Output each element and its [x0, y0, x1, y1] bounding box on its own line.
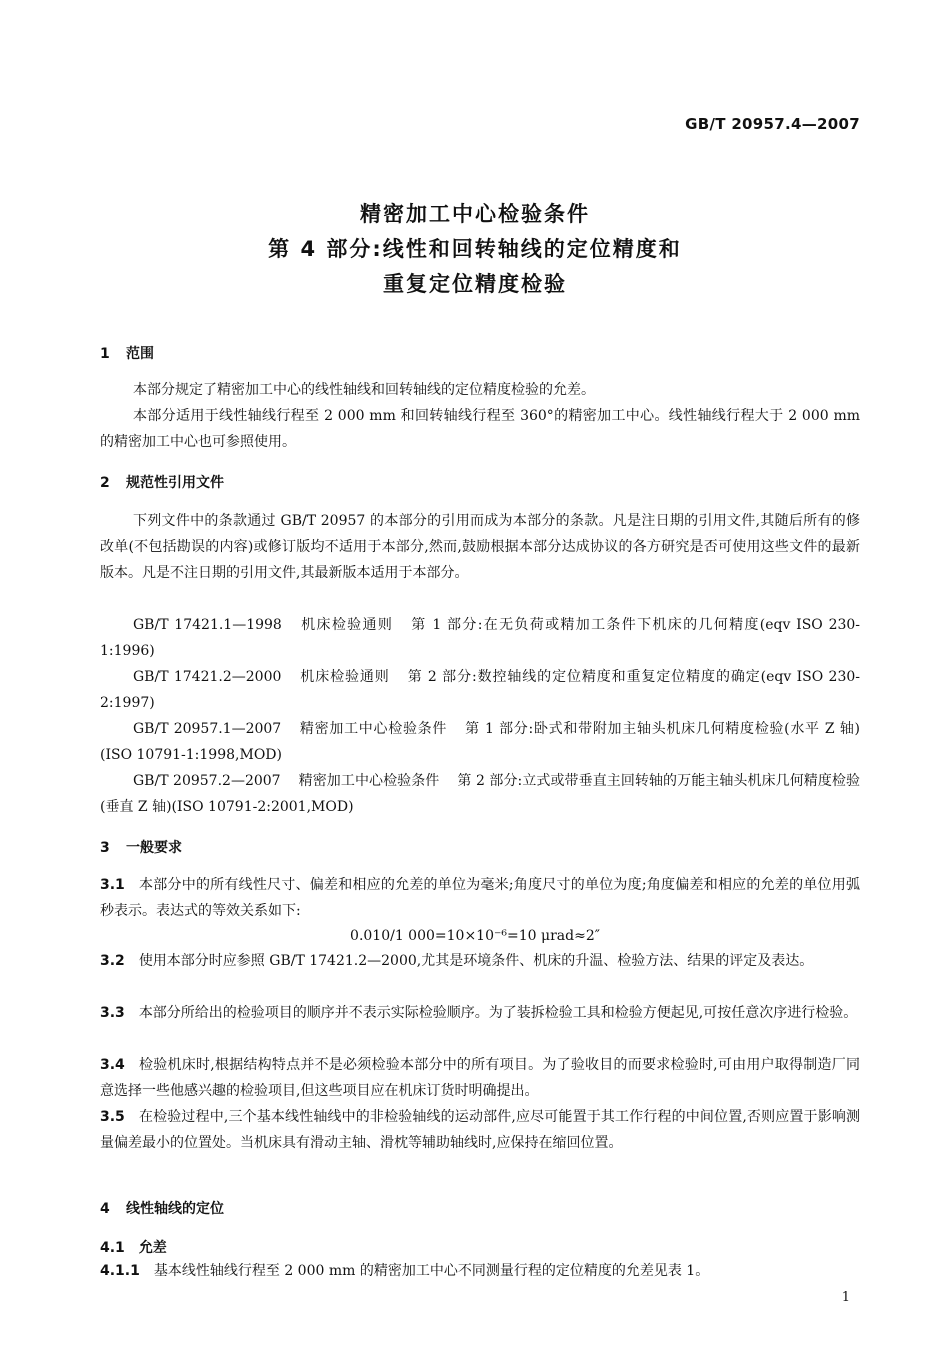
subsection-4-1-heading	[100, 1237, 167, 1257]
equivalence-formula: 0.010/1 000=10×10⁻⁶=10 μrad≈2″	[350, 928, 600, 944]
clause-3-5	[100, 1104, 860, 1156]
clause-text: 在检验过程中,三个基本线性轴线中的非检验轴线的运动部件,应尽可能置于其工作行程的中间位置,否则应置于影响测量偏差最小的位置处。当机床具有滑动主轴、滑枕等辅助轴线时,应保持在缩回位置。	[100, 1109, 860, 1151]
reference-code: GB/T 20957.2—2007	[133, 773, 281, 789]
section-1-para-2: 本部分适用于线性轴线行程至 2 000 mm 和回转轴线行程至 360°的精密加工中心。线性轴线行程大于 2 000 mm 的精密加工中心也可参照使用。	[100, 408, 860, 450]
section-3-heading	[100, 837, 182, 857]
reference-text: 第 1 部分:在无负荷或精加工条件下机床的几何精度(eqv ISO 230-1:1996)	[100, 617, 861, 659]
clause-number: 3.1	[100, 877, 125, 893]
clause-number: 3.4	[100, 1057, 125, 1073]
reference-title: 精密加工中心检验条件	[299, 721, 448, 737]
title-line-1: 精密加工中心检验条件	[360, 202, 590, 226]
clause-number: 3.2	[100, 953, 125, 969]
reference-item	[100, 716, 860, 768]
section-4-heading	[100, 1198, 224, 1218]
clause-number: 4.1.1	[100, 1263, 140, 1279]
clause-text: 检验机床时,根据结构特点并不是必须检验本部分中的所有项目。为了验收目的而要求检验时,可由用户取得制造厂同意选择一些他感兴趣的检验项目,但这些项目应在机床订货时明确提出。	[100, 1057, 860, 1099]
page-number: 1	[841, 1290, 850, 1305]
clause-3-4	[100, 1052, 860, 1104]
section-title: 一般要求	[126, 840, 182, 856]
section-title: 范围	[126, 346, 154, 362]
subsection-title: 允差	[138, 1240, 167, 1256]
clause-number: 3.3	[100, 1005, 125, 1021]
section-number: 1	[100, 346, 110, 362]
reference-title: 精密加工中心检验条件	[298, 773, 440, 789]
reference-code: GB/T 20957.1—2007	[133, 721, 282, 737]
reference-item	[100, 768, 860, 820]
section-title: 线性轴线的定位	[126, 1201, 224, 1217]
section-number: 2	[100, 475, 110, 491]
clause-4-1-1	[100, 1258, 860, 1284]
clause-text: 使用本部分时应参照 GB/T 17421.2—2000,尤其是环境条件、机床的升温、检验方法、结果的评定及表达。	[138, 953, 814, 969]
section-2-heading	[100, 472, 224, 492]
reference-text: 第 2 部分:立式或带垂直主回转轴的万能主轴头机床几何精度检验(垂直 Z 轴)(ISO 10791-2:2001,MOD)	[100, 773, 860, 815]
reference-text: 第 1 部分:卧式和带附加主轴头机床几何精度检验(水平 Z 轴)(ISO 10791-1:1998,MOD)	[100, 721, 861, 763]
reference-code: GB/T 17421.2—2000	[133, 669, 282, 685]
reference-code: GB/T 17421.1—1998	[133, 617, 282, 633]
clause-3-2	[100, 948, 860, 974]
section-title: 规范性引用文件	[126, 475, 224, 491]
clause-number: 3.5	[100, 1109, 125, 1125]
reference-text: 第 2 部分:数控轴线的定位精度和重复定位精度的确定(eqv ISO 230-2:1997)	[100, 669, 861, 711]
standard-code: GB/T 20957.4—2007	[685, 115, 860, 133]
section-number: 4	[100, 1201, 110, 1217]
section-1-heading	[100, 343, 154, 363]
clause-text: 基本线性轴线行程至 2 000 mm 的精密加工中心不同测量行程的定位精度的允差见表 1。	[153, 1263, 710, 1279]
section-number: 3	[100, 840, 110, 856]
clause-text: 本部分中的所有线性尺寸、偏差和相应的允差的单位为毫米;角度尺寸的单位为度;角度偏差和相应的允差的单位用弧秒表示。表达式的等效关系如下:	[100, 877, 860, 919]
subsection-number: 4.1	[100, 1240, 125, 1256]
clause-3-1	[100, 872, 860, 924]
section-1-para-1: 本部分规定了精密加工中心的线性轴线和回转轴线的定位精度检验的允差。	[133, 382, 595, 398]
reference-item	[100, 612, 860, 664]
title-line-3: 重复定位精度检验	[383, 272, 567, 296]
reference-item	[100, 664, 860, 716]
reference-title: 机床检验通则	[299, 669, 390, 685]
clause-text: 本部分所给出的检验项目的顺序并不表示实际检验顺序。为了装拆检验工具和检验方便起见,可按任意次序进行检验。	[138, 1005, 858, 1021]
reference-title: 机床检验通则	[299, 617, 394, 633]
section-2-para-1: 下列文件中的条款通过 GB/T 20957 的本部分的引用而成为本部分的条款。凡是注日期的引用文件,其随后所有的修改单(不包括勘误的内容)或修订版均不适用于本部分,然而,鼓励根据本部分达成协议的各方研究是否可使用这些文件的最新版本。凡是不注日期的引用文件,其最新版本适用于本部分。	[100, 513, 860, 581]
clause-3-3	[100, 1000, 860, 1026]
title-line-2: 第 4 部分:线性和回转轴线的定位精度和	[268, 237, 682, 261]
